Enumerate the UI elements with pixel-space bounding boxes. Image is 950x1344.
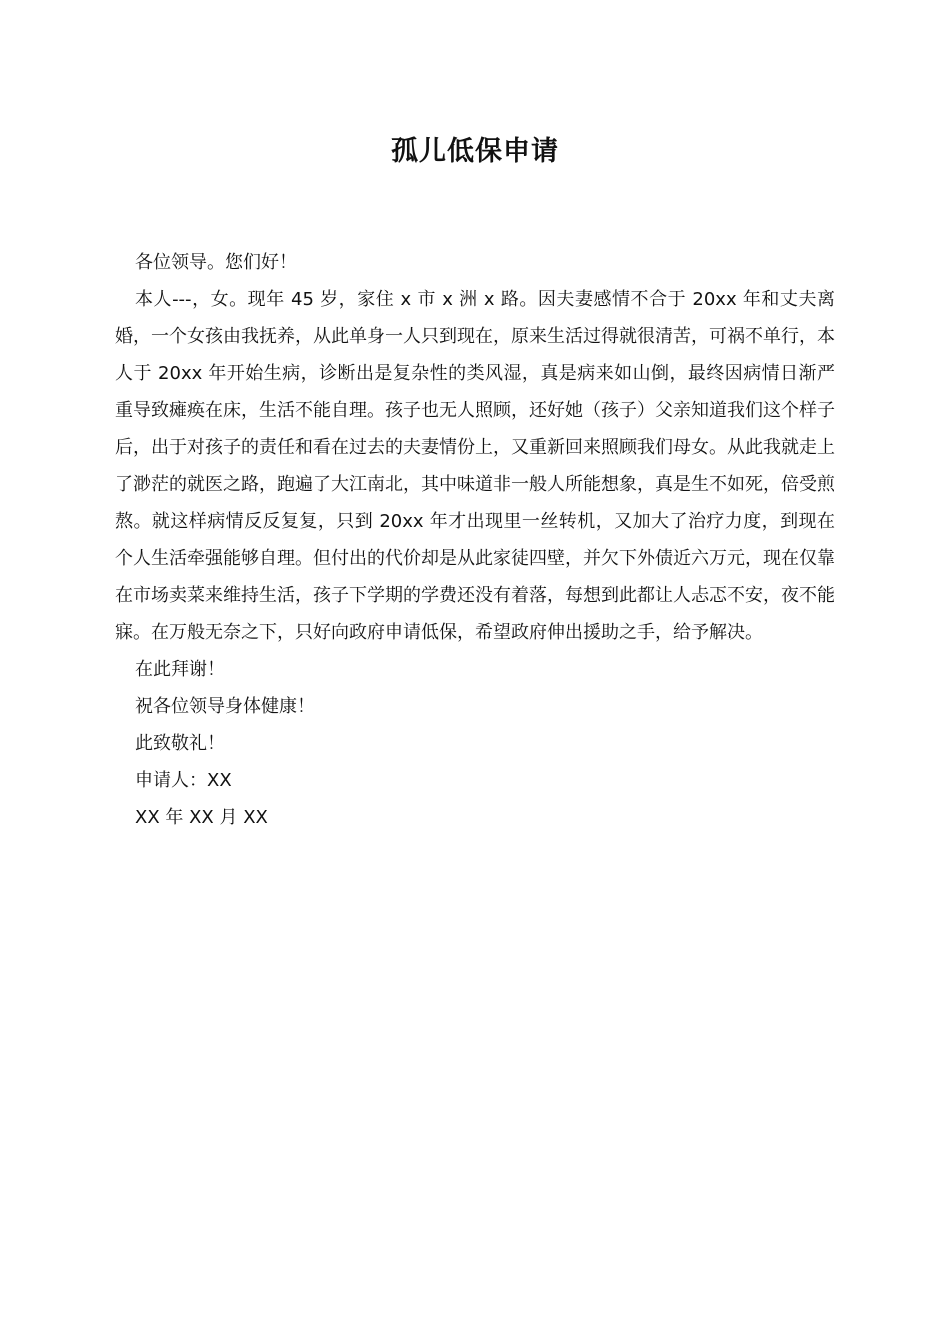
body-paragraph: 本人---，女。现年 45 岁，家住 x 市 x 洲 x 路。因夫妻感情不合于 20xx 年和丈夫离婚，一个女孩由我抚养，从此单身一人只到现在，原来生活过得就很清苦，可祸不单行，本人于 20xx 年开始生病，诊断出是复杂性的类风湿，真是病来如山倒，最终因病情日渐严重导致瘫痪在床，生活不能自理。孩子也无人照顾，还好她（孩子）父亲知道我们这个样子后，出于对孩子的责任和看在过去的夫妻情份上，又重新回来照顾我们母女。从此我就走上了渺茫的就医之路，跑遍了大江南北，其中味道非一般人所能想象，真是生不如死，倍受煎熬。就这样病情反反复复，只到 20xx 年才出现里一丝转机，又加大了治疗力度，到现在个人生活牵强能够自理。但付出的代价却是从此家徒四壁，并欠下外债近六万元，现在仅靠在市场卖菜来维持生活，孩子下学期的学费还没有着落，每想到此都让人忐忑不安，夜不能寐。在万般无奈之下，只好向政府申请低保，希望政府伸出援助之手，给予解决。 (115, 289, 835, 643)
wish-line: 祝各位领导身体健康！ (135, 696, 315, 717)
closing-line: 此致敬礼！ (135, 733, 225, 754)
document-body (115, 244, 835, 836)
thanks-line: 在此拜谢！ (135, 659, 225, 680)
applicant-line: 申请人：XX (135, 770, 232, 791)
date-line: XX 年 XX 月 XX (135, 807, 268, 828)
document-title: 孤儿低保申请 (391, 136, 559, 167)
greeting-line: 各位领导。您们好！ (135, 252, 297, 273)
